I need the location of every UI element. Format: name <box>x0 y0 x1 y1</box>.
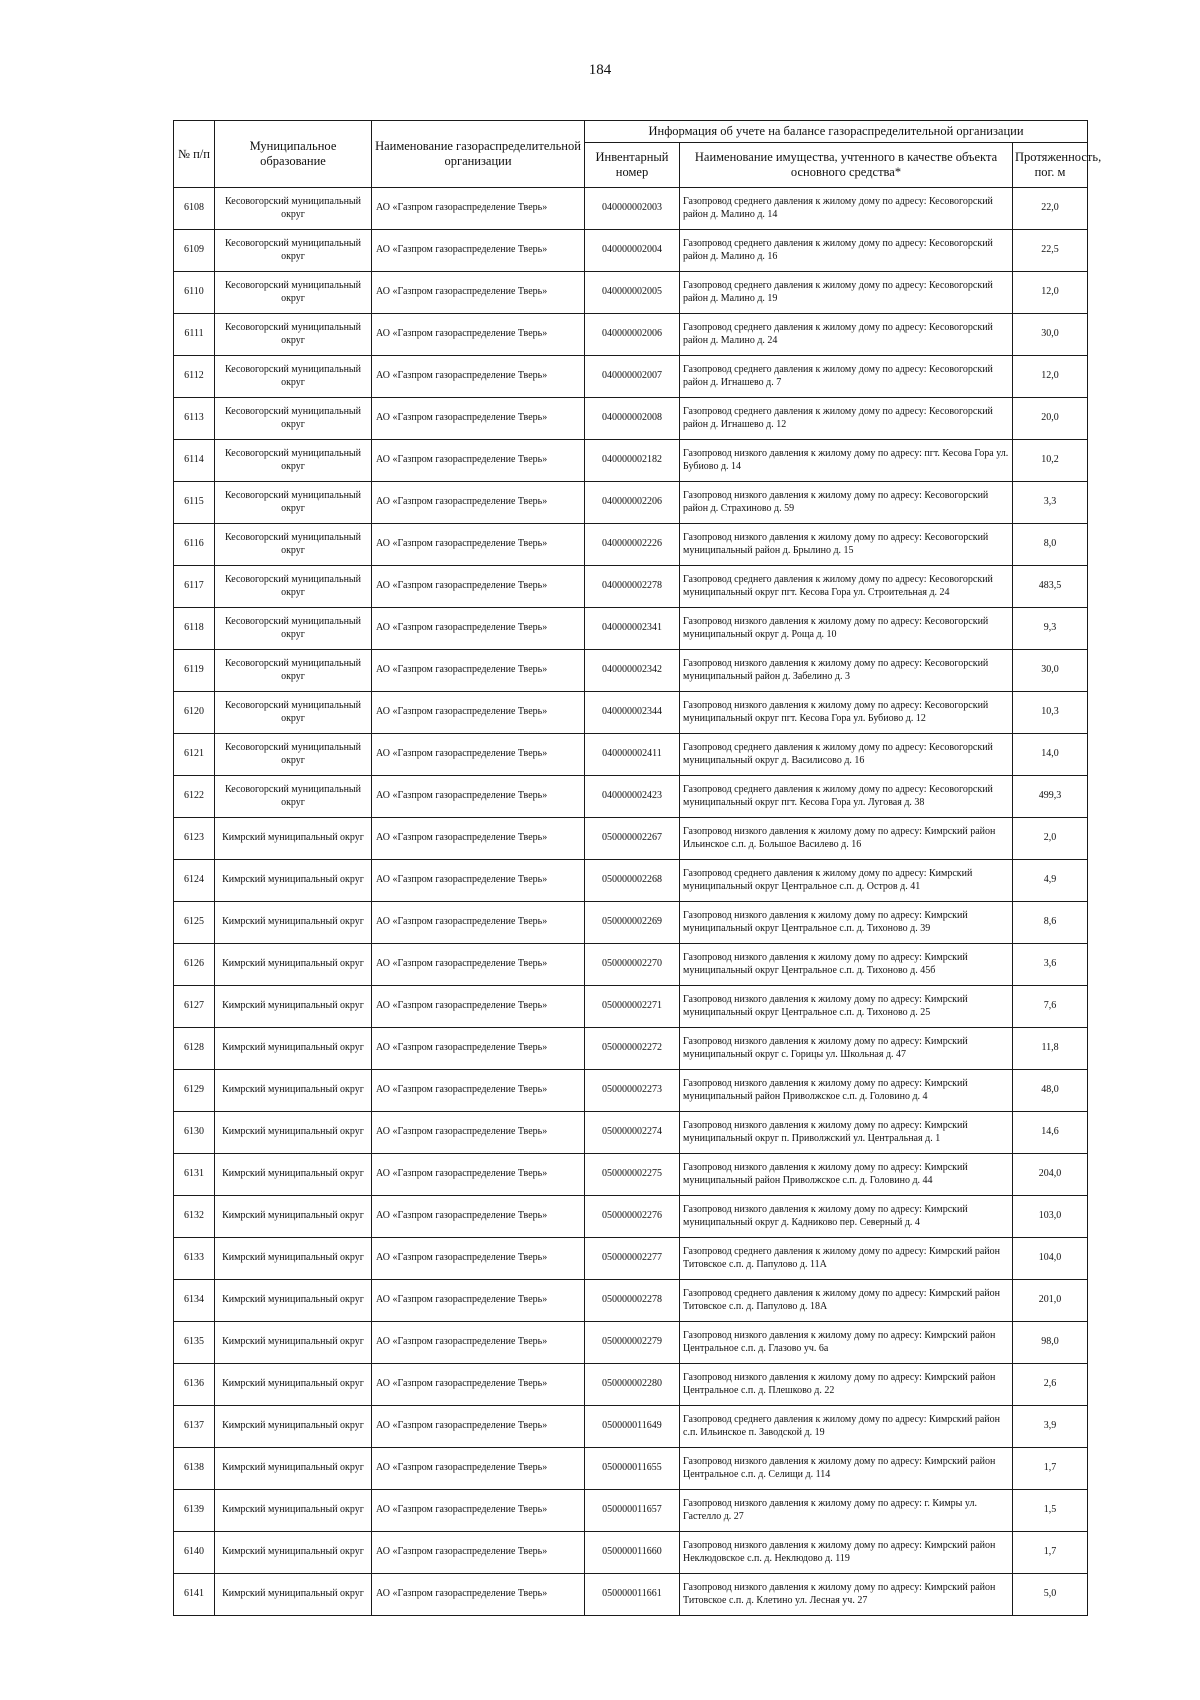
row-number-cell: 6109 <box>174 230 215 272</box>
header-balance-info-group: Информация об учете на балансе газораспределительной организации <box>585 121 1088 143</box>
row-number-cell: 6140 <box>174 1532 215 1574</box>
description-cell: Газопровод среднего давления к жилому дому по адресу: Кесовогорский район д. Игнашево д. 12 <box>680 398 1013 440</box>
row-number-cell: 6129 <box>174 1070 215 1112</box>
table-row <box>174 1154 1088 1196</box>
inventory-number-cell: 040000002341 <box>585 608 680 650</box>
length-cell: 10,2 <box>1013 440 1088 482</box>
row-number-cell: 6134 <box>174 1280 215 1322</box>
table-row <box>174 1532 1088 1574</box>
organization-cell: АО «Газпром газораспределение Тверь» <box>372 566 585 608</box>
row-number-cell: 6119 <box>174 650 215 692</box>
description-cell: Газопровод среднего давления к жилому дому по адресу: Кесовогорский район д. Малино д. 19 <box>680 272 1013 314</box>
description-cell: Газопровод низкого давления к жилому дому по адресу: Кесовогорский муниципальный округ д. Роща д. 10 <box>680 608 1013 650</box>
municipality-cell: Кесовогорский муниципальный округ <box>215 188 372 230</box>
header-inventory: Инвентарный номер <box>585 143 680 188</box>
row-number-cell: 6126 <box>174 944 215 986</box>
table-row <box>174 986 1088 1028</box>
description-cell: Газопровод низкого давления к жилому дому по адресу: Кимрский муниципальный округ д. Кадниково пер. Северный д. 4 <box>680 1196 1013 1238</box>
table-row <box>174 944 1088 986</box>
row-number-cell: 6123 <box>174 818 215 860</box>
row-number-cell: 6121 <box>174 734 215 776</box>
table-row <box>174 1028 1088 1070</box>
description-cell: Газопровод среднего давления к жилому дому по адресу: Кимрский район Титовское с.п. д. Папулово д. 11А <box>680 1238 1013 1280</box>
inventory-number-cell: 040000002008 <box>585 398 680 440</box>
municipality-cell: Кимрский муниципальный округ <box>215 1070 372 1112</box>
organization-cell: АО «Газпром газораспределение Тверь» <box>372 524 585 566</box>
length-cell: 30,0 <box>1013 314 1088 356</box>
header-municipality: Муниципальное образование <box>215 121 372 188</box>
organization-cell: АО «Газпром газораспределение Тверь» <box>372 1574 585 1616</box>
municipality-cell: Кимрский муниципальный округ <box>215 860 372 902</box>
inventory-number-cell: 040000002226 <box>585 524 680 566</box>
inventory-number-cell: 050000002280 <box>585 1364 680 1406</box>
inventory-number-cell: 050000011655 <box>585 1448 680 1490</box>
length-cell: 98,0 <box>1013 1322 1088 1364</box>
municipality-cell: Кесовогорский муниципальный округ <box>215 356 372 398</box>
description-cell: Газопровод среднего давления к жилому дому по адресу: Кесовогорский район д. Малино д. 16 <box>680 230 1013 272</box>
header-length: Протяженность, пог. м <box>1013 143 1088 188</box>
municipality-cell: Кимрский муниципальный округ <box>215 944 372 986</box>
length-cell: 11,8 <box>1013 1028 1088 1070</box>
length-cell: 1,5 <box>1013 1490 1088 1532</box>
description-cell: Газопровод низкого давления к жилому дому по адресу: Кимрский муниципальный округ п. Приволжский ул. Центральная д. 1 <box>680 1112 1013 1154</box>
municipality-cell: Кимрский муниципальный округ <box>215 1448 372 1490</box>
municipality-cell: Кимрский муниципальный округ <box>215 1112 372 1154</box>
organization-cell: АО «Газпром газораспределение Тверь» <box>372 860 585 902</box>
municipality-cell: Кесовогорский муниципальный округ <box>215 482 372 524</box>
length-cell: 30,0 <box>1013 650 1088 692</box>
table-row <box>174 398 1088 440</box>
length-cell: 104,0 <box>1013 1238 1088 1280</box>
municipality-cell: Кимрский муниципальный округ <box>215 1490 372 1532</box>
organization-cell: АО «Газпром газораспределение Тверь» <box>372 986 585 1028</box>
inventory-number-cell: 050000011661 <box>585 1574 680 1616</box>
municipality-cell: Кимрский муниципальный округ <box>215 818 372 860</box>
row-number-cell: 6135 <box>174 1322 215 1364</box>
length-cell: 3,3 <box>1013 482 1088 524</box>
table-row <box>174 356 1088 398</box>
table-row <box>174 1574 1088 1616</box>
gas-pipeline-registry-table <box>173 120 1102 1616</box>
table-row <box>174 860 1088 902</box>
municipality-cell: Кимрский муниципальный округ <box>215 1238 372 1280</box>
header-num: № п/п <box>174 121 215 188</box>
description-cell: Газопровод среднего давления к жилому дому по адресу: Кесовогорский муниципальный округ д. Василисово д. 16 <box>680 734 1013 776</box>
inventory-number-cell: 050000002272 <box>585 1028 680 1070</box>
length-cell: 12,0 <box>1013 356 1088 398</box>
organization-cell: АО «Газпром газораспределение Тверь» <box>372 1154 585 1196</box>
inventory-number-cell: 050000002275 <box>585 1154 680 1196</box>
table-row <box>174 608 1088 650</box>
table-row <box>174 902 1088 944</box>
description-cell: Газопровод низкого давления к жилому дому по адресу: Кимрский муниципальный округ Центральное с.п. д. Тихоново д. 45б <box>680 944 1013 986</box>
table-row <box>174 692 1088 734</box>
description-cell: Газопровод низкого давления к жилому дому по адресу: г. Кимры ул. Гастелло д. 27 <box>680 1490 1013 1532</box>
description-cell: Газопровод низкого давления к жилому дому по адресу: Кимрский муниципальный округ Центральное с.п. д. Тихоново д. 39 <box>680 902 1013 944</box>
row-number-cell: 6117 <box>174 566 215 608</box>
description-cell: Газопровод среднего давления к жилому дому по адресу: Кимрский муниципальный округ Центральное с.п. д. Остров д. 41 <box>680 860 1013 902</box>
row-number-cell: 6136 <box>174 1364 215 1406</box>
organization-cell: АО «Газпром газораспределение Тверь» <box>372 1406 585 1448</box>
length-cell: 8,0 <box>1013 524 1088 566</box>
table-row <box>174 1280 1088 1322</box>
table-row <box>174 566 1088 608</box>
organization-cell: АО «Газпром газораспределение Тверь» <box>372 1238 585 1280</box>
table-row <box>174 1238 1088 1280</box>
description-cell: Газопровод низкого давления к жилому дому по адресу: Кимрский муниципальный округ с. Горицы ул. Школьная д. 47 <box>680 1028 1013 1070</box>
organization-cell: АО «Газпром газораспределение Тверь» <box>372 692 585 734</box>
table-row <box>174 440 1088 482</box>
row-number-cell: 6125 <box>174 902 215 944</box>
inventory-number-cell: 040000002342 <box>585 650 680 692</box>
municipality-cell: Кесовогорский муниципальный округ <box>215 272 372 314</box>
description-cell: Газопровод низкого давления к жилому дому по адресу: пгт. Кесова Гора ул. Бубиово д. 14 <box>680 440 1013 482</box>
table-row <box>174 1112 1088 1154</box>
header-organization: Наименование газораспределительной организации <box>372 121 585 188</box>
description-cell: Газопровод низкого давления к жилому дому по адресу: Кимрский муниципальный район Приволжское с.п. д. Головино д. 4 <box>680 1070 1013 1112</box>
inventory-number-cell: 040000002004 <box>585 230 680 272</box>
municipality-cell: Кимрский муниципальный округ <box>215 1364 372 1406</box>
description-cell: Газопровод низкого давления к жилому дому по адресу: Кимрский район Неклюдовское с.п. д. Неклюдово д. 119 <box>680 1532 1013 1574</box>
organization-cell: АО «Газпром газораспределение Тверь» <box>372 230 585 272</box>
municipality-cell: Кесовогорский муниципальный округ <box>215 608 372 650</box>
municipality-cell: Кимрский муниципальный округ <box>215 1196 372 1238</box>
row-number-cell: 6124 <box>174 860 215 902</box>
length-cell: 14,0 <box>1013 734 1088 776</box>
table-row <box>174 818 1088 860</box>
row-number-cell: 6137 <box>174 1406 215 1448</box>
length-cell: 3,6 <box>1013 944 1088 986</box>
table-row <box>174 314 1088 356</box>
row-number-cell: 6114 <box>174 440 215 482</box>
organization-cell: АО «Газпром газораспределение Тверь» <box>372 1322 585 1364</box>
description-cell: Газопровод низкого давления к жилому дому по адресу: Кимрский район Центральное с.п. д. Селищи д. 114 <box>680 1448 1013 1490</box>
description-cell: Газопровод низкого давления к жилому дому по адресу: Кесовогорский муниципальный округ пгт. Кесова Гора ул. Бубиово д. 12 <box>680 692 1013 734</box>
inventory-number-cell: 050000002277 <box>585 1238 680 1280</box>
municipality-cell: Кесовогорский муниципальный округ <box>215 398 372 440</box>
inventory-number-cell: 050000002270 <box>585 944 680 986</box>
length-cell: 14,6 <box>1013 1112 1088 1154</box>
length-cell: 2,6 <box>1013 1364 1088 1406</box>
length-cell: 204,0 <box>1013 1154 1088 1196</box>
organization-cell: АО «Газпром газораспределение Тверь» <box>372 1490 585 1532</box>
table-row <box>174 1322 1088 1364</box>
description-cell: Газопровод низкого давления к жилому дому по адресу: Кесовогорский муниципальный район д. Забелино д. 3 <box>680 650 1013 692</box>
row-number-cell: 6133 <box>174 1238 215 1280</box>
length-cell: 9,3 <box>1013 608 1088 650</box>
organization-cell: АО «Газпром газораспределение Тверь» <box>372 1196 585 1238</box>
municipality-cell: Кимрский муниципальный округ <box>215 902 372 944</box>
municipality-cell: Кимрский муниципальный округ <box>215 1574 372 1616</box>
organization-cell: АО «Газпром газораспределение Тверь» <box>372 188 585 230</box>
length-cell: 48,0 <box>1013 1070 1088 1112</box>
row-number-cell: 6141 <box>174 1574 215 1616</box>
inventory-number-cell: 040000002003 <box>585 188 680 230</box>
municipality-cell: Кимрский муниципальный округ <box>215 1280 372 1322</box>
row-number-cell: 6113 <box>174 398 215 440</box>
municipality-cell: Кесовогорский муниципальный округ <box>215 566 372 608</box>
length-cell: 7,6 <box>1013 986 1088 1028</box>
municipality-cell: Кимрский муниципальный округ <box>215 986 372 1028</box>
length-cell: 22,5 <box>1013 230 1088 272</box>
organization-cell: АО «Газпром газораспределение Тверь» <box>372 398 585 440</box>
municipality-cell: Кесовогорский муниципальный округ <box>215 440 372 482</box>
row-number-cell: 6116 <box>174 524 215 566</box>
length-cell: 10,3 <box>1013 692 1088 734</box>
organization-cell: АО «Газпром газораспределение Тверь» <box>372 314 585 356</box>
row-number-cell: 6122 <box>174 776 215 818</box>
inventory-number-cell: 050000002267 <box>585 818 680 860</box>
description-cell: Газопровод среднего давления к жилому дому по адресу: Кесовогорский муниципальный округ пгт. Кесова Гора ул. Луговая д. 38 <box>680 776 1013 818</box>
inventory-number-cell: 050000002276 <box>585 1196 680 1238</box>
inventory-number-cell: 040000002411 <box>585 734 680 776</box>
length-cell: 4,9 <box>1013 860 1088 902</box>
municipality-cell: Кимрский муниципальный округ <box>215 1154 372 1196</box>
inventory-number-cell: 040000002182 <box>585 440 680 482</box>
description-cell: Газопровод среднего давления к жилому дому по адресу: Кесовогорский район д. Малино д. 14 <box>680 188 1013 230</box>
inventory-number-cell: 050000002269 <box>585 902 680 944</box>
inventory-number-cell: 050000002279 <box>585 1322 680 1364</box>
organization-cell: АО «Газпром газораспределение Тверь» <box>372 482 585 524</box>
description-cell: Газопровод низкого давления к жилому дому по адресу: Кесовогорский муниципальный район д. Брылино д. 15 <box>680 524 1013 566</box>
row-number-cell: 6131 <box>174 1154 215 1196</box>
inventory-number-cell: 040000002344 <box>585 692 680 734</box>
description-cell: Газопровод среднего давления к жилому дому по адресу: Кесовогорский район д. Малино д. 24 <box>680 314 1013 356</box>
municipality-cell: Кимрский муниципальный округ <box>215 1028 372 1070</box>
inventory-number-cell: 040000002206 <box>585 482 680 524</box>
organization-cell: АО «Газпром газораспределение Тверь» <box>372 1070 585 1112</box>
description-cell: Газопровод низкого давления к жилому дому по адресу: Кимрский район Центральное с.п. д. Плешково д. 22 <box>680 1364 1013 1406</box>
table-row <box>174 188 1088 230</box>
organization-cell: АО «Газпром газораспределение Тверь» <box>372 734 585 776</box>
length-cell: 499,3 <box>1013 776 1088 818</box>
description-cell: Газопровод среднего давления к жилому дому по адресу: Кимрский район Титовское с.п. д. Папулово д. 18А <box>680 1280 1013 1322</box>
row-number-cell: 6108 <box>174 188 215 230</box>
length-cell: 1,7 <box>1013 1532 1088 1574</box>
inventory-number-cell: 040000002278 <box>585 566 680 608</box>
description-cell: Газопровод низкого давления к жилому дому по адресу: Кесовогорский район д. Страхиново д. 59 <box>680 482 1013 524</box>
organization-cell: АО «Газпром газораспределение Тверь» <box>372 1028 585 1070</box>
inventory-number-cell: 050000002271 <box>585 986 680 1028</box>
organization-cell: АО «Газпром газораспределение Тверь» <box>372 944 585 986</box>
row-number-cell: 6111 <box>174 314 215 356</box>
table-row <box>174 1196 1088 1238</box>
row-number-cell: 6127 <box>174 986 215 1028</box>
inventory-number-cell: 050000011657 <box>585 1490 680 1532</box>
header-description: Наименование имущества, учтенного в качестве объекта основного средства* <box>680 143 1013 188</box>
inventory-number-cell: 040000002005 <box>585 272 680 314</box>
row-number-cell: 6128 <box>174 1028 215 1070</box>
row-number-cell: 6115 <box>174 482 215 524</box>
table-row <box>174 734 1088 776</box>
organization-cell: АО «Газпром газораспределение Тверь» <box>372 440 585 482</box>
row-number-cell: 6132 <box>174 1196 215 1238</box>
length-cell: 3,9 <box>1013 1406 1088 1448</box>
table-header <box>174 121 1102 188</box>
table-row <box>174 1406 1088 1448</box>
inventory-number-cell: 040000002006 <box>585 314 680 356</box>
page-number: 184 <box>588 62 612 78</box>
description-cell: Газопровод низкого давления к жилому дому по адресу: Кимрский район Центральное с.п. д. Глазово уч. 6а <box>680 1322 1013 1364</box>
length-cell: 5,0 <box>1013 1574 1088 1616</box>
organization-cell: АО «Газпром газораспределение Тверь» <box>372 272 585 314</box>
table-row <box>174 1490 1088 1532</box>
municipality-cell: Кесовогорский муниципальный округ <box>215 524 372 566</box>
inventory-number-cell: 050000002274 <box>585 1112 680 1154</box>
table-row <box>174 1448 1088 1490</box>
municipality-cell: Кимрский муниципальный округ <box>215 1532 372 1574</box>
length-cell: 12,0 <box>1013 272 1088 314</box>
description-cell: Газопровод среднего давления к жилому дому по адресу: Кимрский район с.п. Ильинское п. Заводской д. 19 <box>680 1406 1013 1448</box>
municipality-cell: Кесовогорский муниципальный округ <box>215 692 372 734</box>
organization-cell: АО «Газпром газораспределение Тверь» <box>372 902 585 944</box>
length-cell: 103,0 <box>1013 1196 1088 1238</box>
organization-cell: АО «Газпром газораспределение Тверь» <box>372 1448 585 1490</box>
municipality-cell: Кесовогорский муниципальный округ <box>215 776 372 818</box>
row-number-cell: 6118 <box>174 608 215 650</box>
table-body <box>174 188 1088 1616</box>
organization-cell: АО «Газпром газораспределение Тверь» <box>372 1280 585 1322</box>
municipality-cell: Кимрский муниципальный округ <box>215 1406 372 1448</box>
inventory-number-cell: 050000011660 <box>585 1532 680 1574</box>
description-cell: Газопровод низкого давления к жилому дому по адресу: Кимрский муниципальный округ Центральное с.п. д. Тихоново д. 25 <box>680 986 1013 1028</box>
municipality-cell: Кесовогорский муниципальный округ <box>215 230 372 272</box>
row-number-cell: 6120 <box>174 692 215 734</box>
description-cell: Газопровод среднего давления к жилому дому по адресу: Кесовогорский район д. Игнашево д. 7 <box>680 356 1013 398</box>
length-cell: 22,0 <box>1013 188 1088 230</box>
inventory-number-cell: 050000002278 <box>585 1280 680 1322</box>
municipality-cell: Кесовогорский муниципальный округ <box>215 314 372 356</box>
row-number-cell: 6112 <box>174 356 215 398</box>
municipality-cell: Кесовогорский муниципальный округ <box>215 650 372 692</box>
length-cell: 20,0 <box>1013 398 1088 440</box>
description-cell: Газопровод низкого давления к жилому дому по адресу: Кимрский муниципальный район Приволжское с.п. д. Головино д. 44 <box>680 1154 1013 1196</box>
table-row <box>174 650 1088 692</box>
table-row <box>174 482 1088 524</box>
organization-cell: АО «Газпром газораспределение Тверь» <box>372 1364 585 1406</box>
description-cell: Газопровод среднего давления к жилому дому по адресу: Кесовогорский муниципальный округ пгт. Кесова Гора ул. Строительная д. 24 <box>680 566 1013 608</box>
inventory-number-cell: 040000002007 <box>585 356 680 398</box>
table-row <box>174 1364 1088 1406</box>
table-row <box>174 1070 1088 1112</box>
organization-cell: АО «Газпром газораспределение Тверь» <box>372 1532 585 1574</box>
inventory-number-cell: 040000002423 <box>585 776 680 818</box>
table-row <box>174 230 1088 272</box>
length-cell: 2,0 <box>1013 818 1088 860</box>
description-cell: Газопровод низкого давления к жилому дому по адресу: Кимрский район Ильинское с.п. д. Большое Василево д. 16 <box>680 818 1013 860</box>
table-row <box>174 776 1088 818</box>
municipality-cell: Кесовогорский муниципальный округ <box>215 734 372 776</box>
organization-cell: АО «Газпром газораспределение Тверь» <box>372 356 585 398</box>
inventory-number-cell: 050000002268 <box>585 860 680 902</box>
length-cell: 483,5 <box>1013 566 1088 608</box>
organization-cell: АО «Газпром газораспределение Тверь» <box>372 608 585 650</box>
organization-cell: АО «Газпром газораспределение Тверь» <box>372 818 585 860</box>
table-row <box>174 272 1088 314</box>
row-number-cell: 6130 <box>174 1112 215 1154</box>
table-row <box>174 524 1088 566</box>
description-cell: Газопровод низкого давления к жилому дому по адресу: Кимрский район Титовское с.п. д. Клетино ул. Лесная уч. 27 <box>680 1574 1013 1616</box>
organization-cell: АО «Газпром газораспределение Тверь» <box>372 650 585 692</box>
length-cell: 201,0 <box>1013 1280 1088 1322</box>
row-number-cell: 6138 <box>174 1448 215 1490</box>
organization-cell: АО «Газпром газораспределение Тверь» <box>372 776 585 818</box>
length-cell: 1,7 <box>1013 1448 1088 1490</box>
inventory-number-cell: 050000011649 <box>585 1406 680 1448</box>
inventory-number-cell: 050000002273 <box>585 1070 680 1112</box>
length-cell: 8,6 <box>1013 902 1088 944</box>
row-number-cell: 6139 <box>174 1490 215 1532</box>
row-number-cell: 6110 <box>174 272 215 314</box>
municipality-cell: Кимрский муниципальный округ <box>215 1322 372 1364</box>
organization-cell: АО «Газпром газораспределение Тверь» <box>372 1112 585 1154</box>
